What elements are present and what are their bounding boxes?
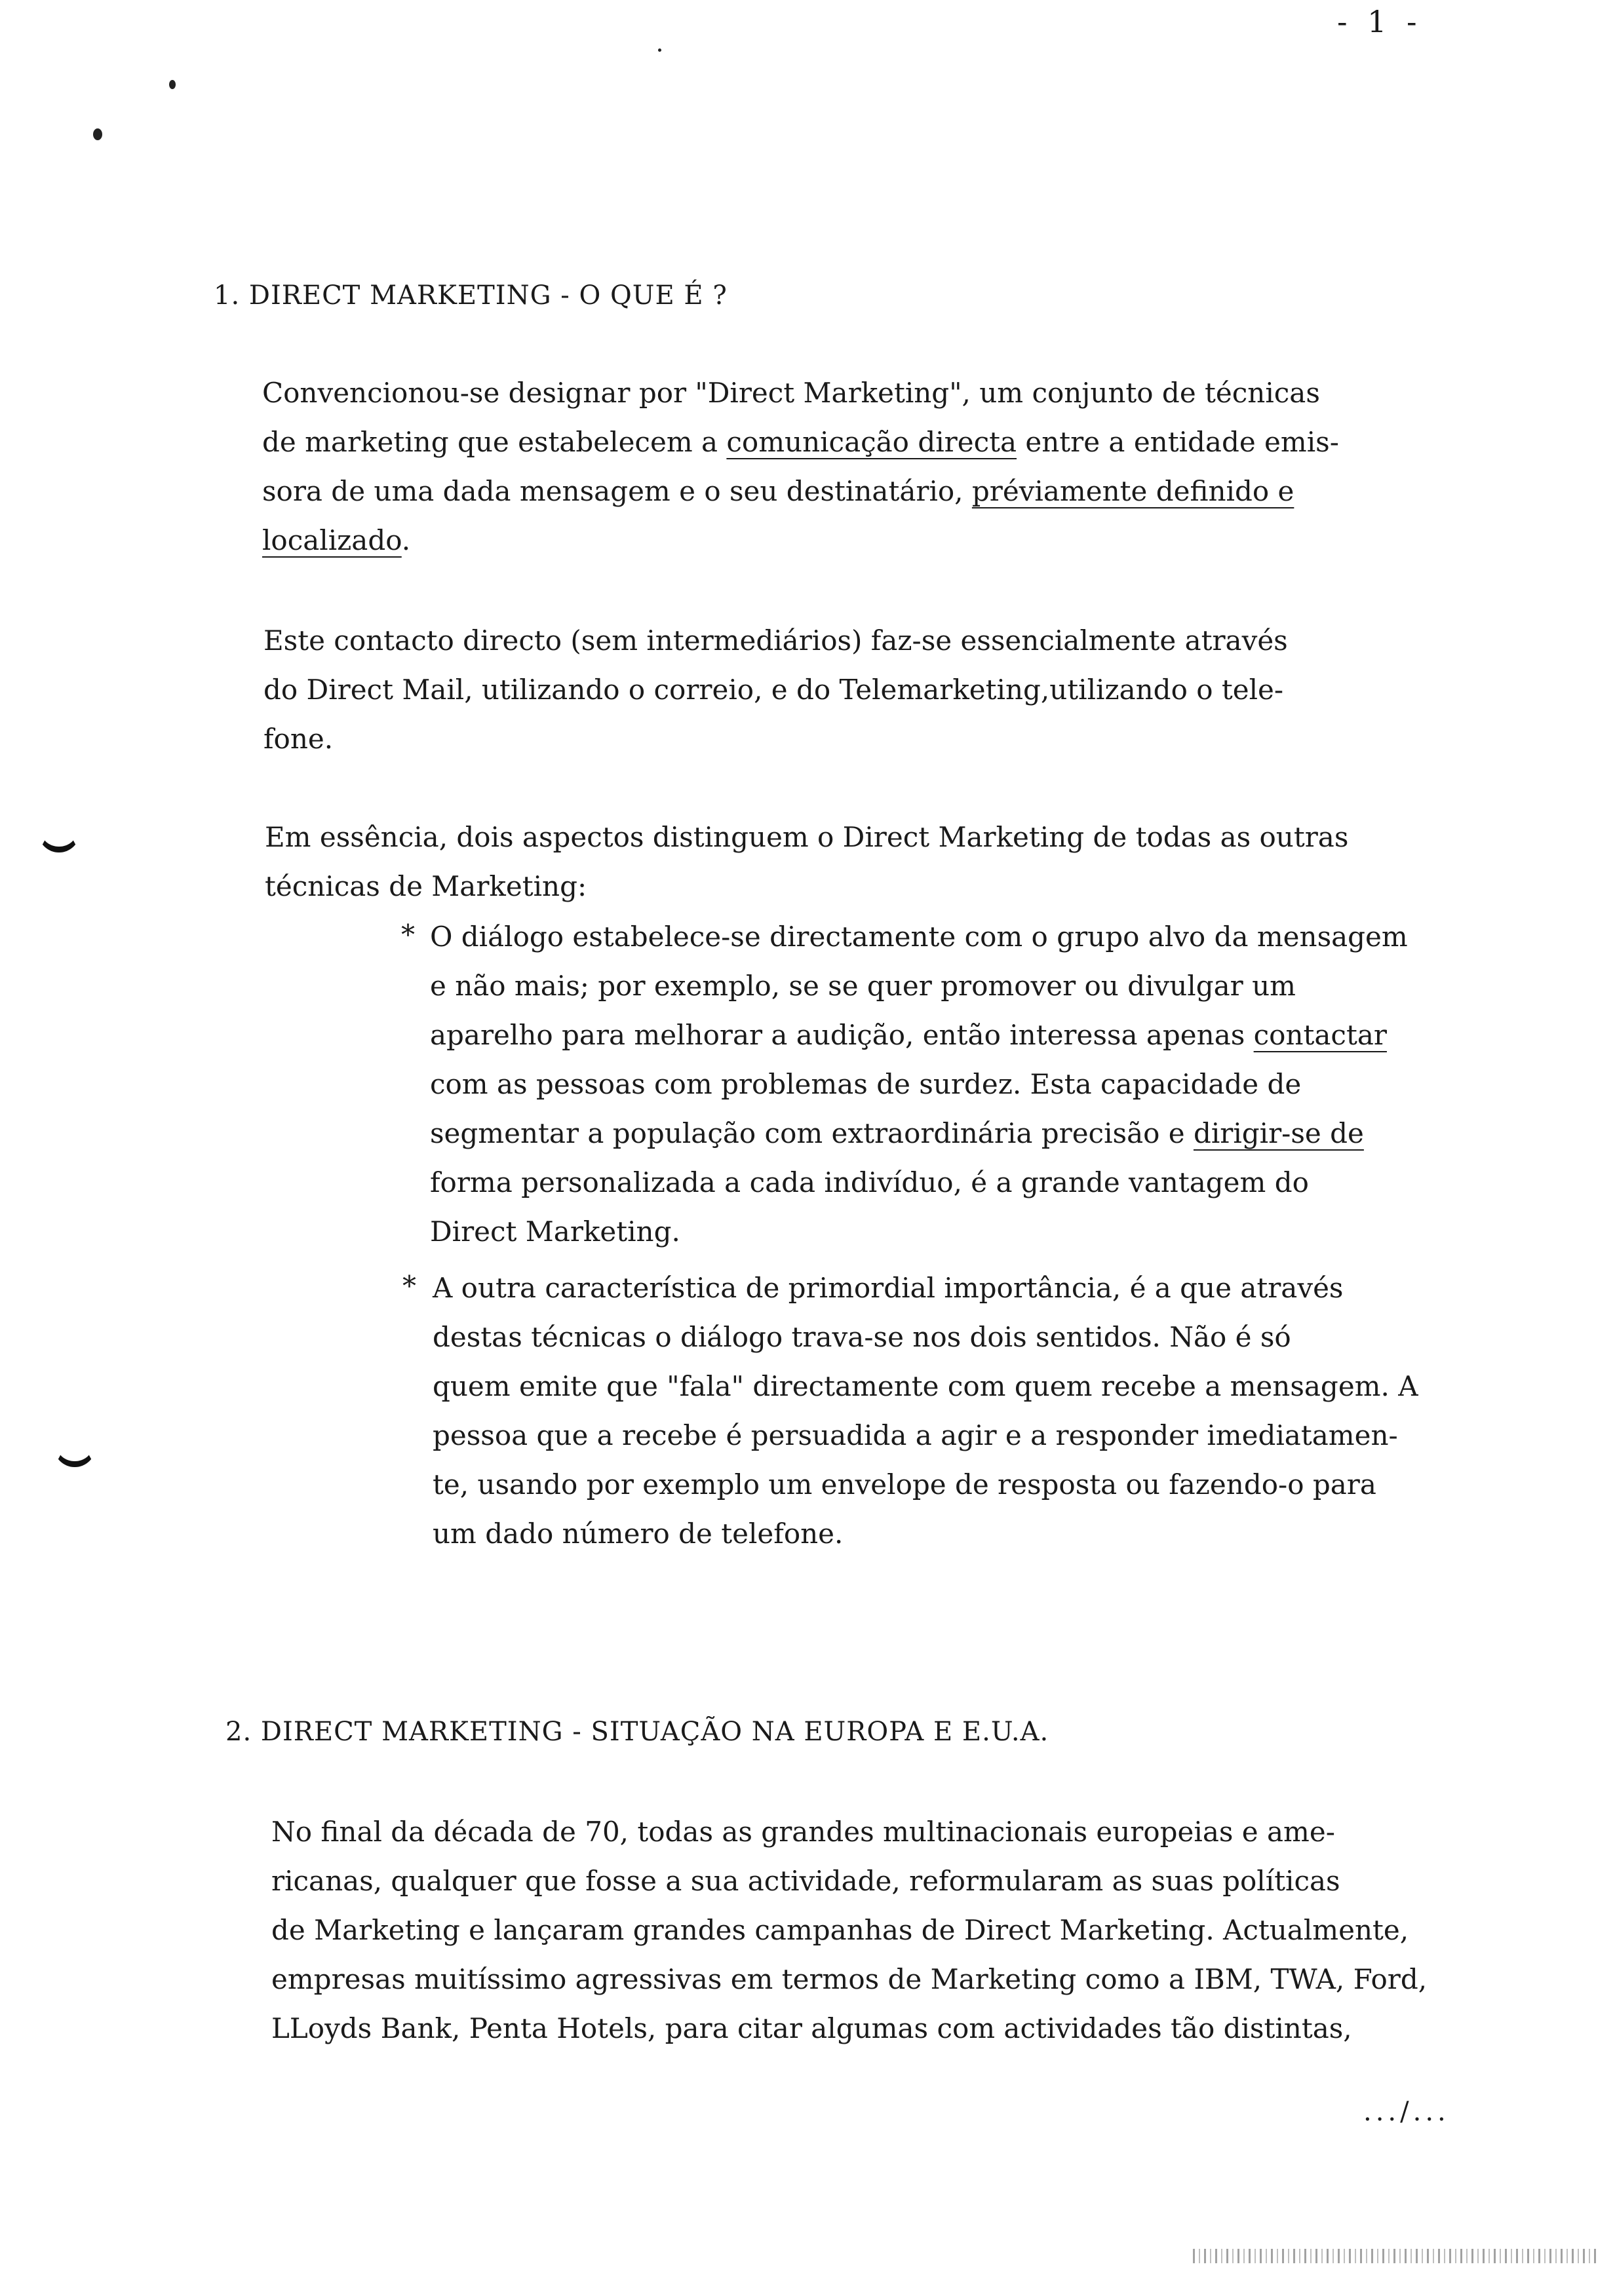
- bullet-star: *: [401, 919, 415, 951]
- text-line: No final da década de 70, todas as grandes multinacionais europeias e ame-: [271, 1816, 1335, 1848]
- text-line: do Direct Mail, utilizando o correio, e do Telemarketing,utilizando o tele-: [263, 674, 1284, 706]
- section-1-paragraph-2: [263, 616, 1288, 763]
- text-line: te, usando por exemplo um envelope de resposta ou fazendo-o para: [433, 1468, 1376, 1501]
- text-fragment: entre a entidade emis-: [1017, 426, 1339, 458]
- text-fragment: sora de uma dada mensagem e o seu destinatário,: [262, 475, 972, 507]
- text-line: Convencionou-se designar por "Direct Marketing", um conjunto de técnicas: [262, 377, 1320, 409]
- underlined-text: contactar: [1253, 1019, 1387, 1051]
- text-fragment: segmentar a população com extraordinária precisão e: [430, 1117, 1194, 1149]
- underlined-text: comunicação directa: [726, 426, 1017, 458]
- text-line: e não mais; por exemplo, se se quer promover ou divulgar um: [430, 970, 1296, 1002]
- text-line: LLoyds Bank, Penta Hotels, para citar algumas com actividades tão distintas,: [271, 2012, 1352, 2044]
- text-line: Em essência, dois aspectos distinguem o Direct Marketing de todas as outras: [265, 821, 1349, 853]
- underlined-text: dirigir-se de: [1193, 1117, 1364, 1149]
- scan-noise-strip: [1193, 2249, 1599, 2263]
- underlined-text: préviamente definido e: [971, 475, 1294, 507]
- scan-speck: [169, 80, 176, 89]
- section-1-heading: 1. DIRECT MARKETING - O QUE É ?: [214, 280, 728, 311]
- text-line: ricanas, qualquer que fosse a sua actividade, reformularam as suas políticas: [271, 1865, 1340, 1897]
- text-line: empresas muitíssimo agressivas em termos de Marketing como a IBM, TWA, Ford,: [271, 1963, 1428, 1995]
- text-line: [262, 467, 1339, 516]
- section-2-paragraph-1: [271, 1807, 1427, 2053]
- text-line: técnicas de Marketing:: [265, 870, 587, 902]
- text-line: [430, 1109, 1408, 1158]
- underlined-text: localizado: [262, 524, 402, 556]
- section-1-paragraph-3: [265, 813, 1348, 911]
- text-line: O diálogo estabelece-se directamente com o grupo alvo da mensagem: [430, 921, 1408, 953]
- text-line: forma personalizada a cada indivíduo, é a grande vantagem do: [430, 1166, 1309, 1198]
- text-line: pessoa que a recebe é persuadida a agir e a responder imediatamen-: [433, 1419, 1398, 1451]
- text-line: quem emite que "fala" directamente com quem recebe a mensagem. A: [433, 1370, 1418, 1402]
- bullet-star: *: [402, 1270, 416, 1302]
- binder-hole-mark: [38, 827, 80, 852]
- text-line: fone.: [263, 723, 334, 755]
- text-line: Este contacto directo (sem intermediários) faz-se essencialmente através: [263, 624, 1288, 657]
- text-line: de Marketing e lançaram grandes campanhas de Direct Marketing. Actualmente,: [271, 1914, 1409, 1946]
- text-line: Direct Marketing.: [430, 1215, 680, 1248]
- text-line: destas técnicas o diálogo trava-se nos dois sentidos. Não é só: [433, 1321, 1291, 1353]
- text-line: [262, 417, 1339, 467]
- bullet-item-1: [430, 912, 1408, 1256]
- text-line: A outra característica de primordial importância, é a que através: [433, 1272, 1344, 1304]
- continuation-marker: .../...: [1363, 2097, 1450, 2127]
- section-1-paragraph-1: [262, 368, 1339, 565]
- section-2-heading: 2. DIRECT MARKETING - SITUAÇÃO NA EUROPA E E.U.A.: [225, 1717, 1049, 1747]
- binder-hole-mark: [54, 1442, 96, 1467]
- text-line: com as pessoas com problemas de surdez. Esta capacidade de: [430, 1068, 1302, 1100]
- text-fragment: .: [401, 524, 411, 556]
- text-line: [262, 516, 1339, 565]
- bullet-item-2: [433, 1263, 1418, 1558]
- text-line: um dado número de telefone.: [433, 1518, 844, 1550]
- page-number: - 1 -: [1337, 4, 1422, 39]
- text-line: [430, 1010, 1408, 1060]
- scan-speck: [93, 128, 102, 140]
- text-fragment: de marketing que estabelecem a: [262, 426, 727, 458]
- text-fragment: aparelho para melhorar a audição, então interessa apenas: [430, 1019, 1254, 1051]
- scan-speck: [658, 48, 661, 52]
